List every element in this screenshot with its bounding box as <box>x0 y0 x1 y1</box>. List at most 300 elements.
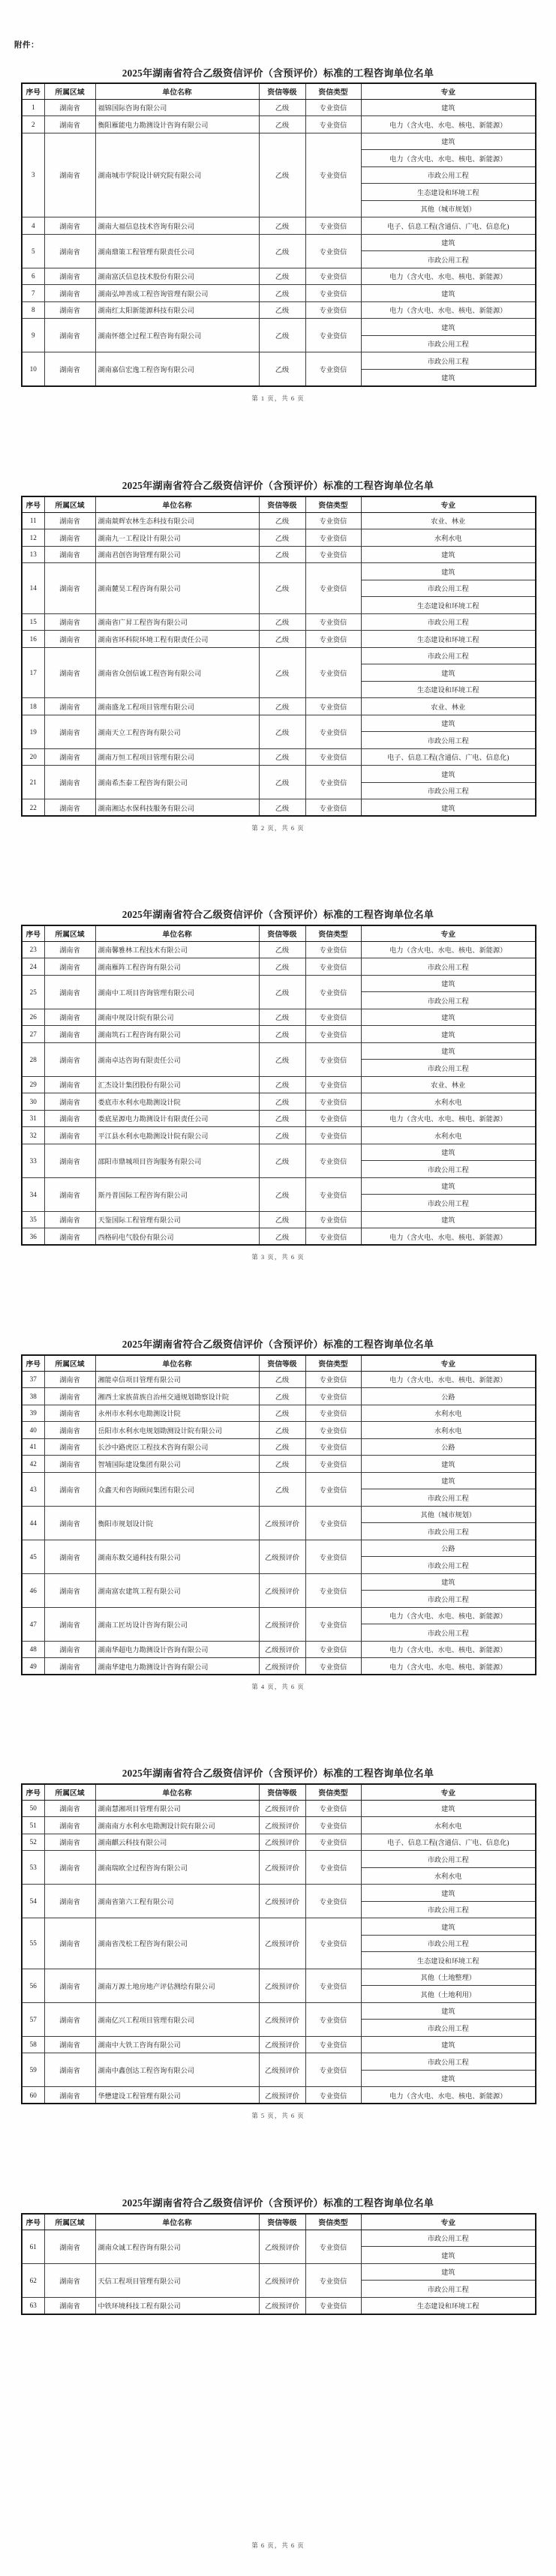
column-header: 序号 <box>22 496 44 512</box>
column-header: 专业 <box>361 1784 536 1800</box>
row-type: 专业资信 <box>305 613 361 631</box>
row-specialty: 市政公用工程 <box>361 166 536 184</box>
row-grade: 乙级 <box>259 301 305 319</box>
row-no: 29 <box>22 1076 44 1093</box>
row-region: 湖南省 <box>44 1009 95 1026</box>
row-specialty: 建筑 <box>361 133 536 150</box>
unit-row <box>22 2053 536 2071</box>
row-specialty: 市政公用工程 <box>361 251 536 268</box>
row-name: 湖南华超电力勘测设计咨询有限公司 <box>95 1641 259 1658</box>
row-specialty: 建筑 <box>361 2247 536 2264</box>
row-no: 21 <box>22 766 44 799</box>
unit-row <box>22 1093 536 1111</box>
row-specialty: 建筑 <box>361 319 536 336</box>
row-name: 湖南希杰泰工程咨询有限公司 <box>95 766 259 799</box>
unit-row <box>22 1076 536 1093</box>
row-type: 专业资信 <box>305 2087 361 2104</box>
row-type: 专业资信 <box>305 1388 361 1405</box>
unit-row <box>22 546 536 563</box>
unit-row <box>22 1969 536 1986</box>
row-name: 衡阳雁能电力勘测设计咨询有限公司 <box>95 116 259 133</box>
row-no: 9 <box>22 319 44 352</box>
row-no: 20 <box>22 748 44 766</box>
row-type: 专业资信 <box>305 1405 361 1422</box>
row-no: 33 <box>22 1144 44 1177</box>
row-type: 专业资信 <box>305 1918 361 1969</box>
row-type: 专业资信 <box>305 715 361 748</box>
page-title: 2025年湖南省符合乙级资信评价（含预评价）标准的工程咨询单位名单 <box>122 1768 434 1779</box>
column-header: 资信类型 <box>305 83 361 99</box>
row-specialty: 建筑 <box>361 1885 536 1902</box>
row-specialty: 其他（土地整理） <box>361 1969 536 1986</box>
row-specialty: 生态建设和环境工程 <box>361 1952 536 1969</box>
unit-row <box>22 631 536 648</box>
row-region: 湖南省 <box>44 799 95 817</box>
column-header: 资信等级 <box>259 1355 305 1371</box>
row-specialty: 市政公用工程 <box>361 732 536 749</box>
row-no: 2 <box>22 116 44 133</box>
row-no: 28 <box>22 1042 44 1076</box>
row-name: 湖南盛龙工程项目管理有限公司 <box>95 698 259 715</box>
row-grade: 乙级 <box>259 234 305 268</box>
page <box>0 430 556 859</box>
row-no: 58 <box>22 2036 44 2053</box>
row-name: 湖南华建电力勘测设计咨询有限公司 <box>95 1658 259 1675</box>
row-region: 湖南省 <box>44 1472 95 1506</box>
row-grade: 乙级 <box>259 1076 305 1093</box>
table-body <box>22 941 536 1245</box>
row-region: 湖南省 <box>44 613 95 631</box>
row-grade: 乙级 <box>259 1371 305 1388</box>
row-specialty: 市政公用工程 <box>361 2230 536 2247</box>
row-specialty: 公路 <box>361 1438 536 1456</box>
row-region: 湖南省 <box>44 1506 95 1540</box>
row-type: 专业资信 <box>305 1641 361 1658</box>
row-region: 湖南省 <box>44 285 95 302</box>
row-name: 汇杰设计集团股份有限公司 <box>95 1076 259 1093</box>
unit-row <box>22 1506 536 1523</box>
row-name: 众鑫天和咨询顾问集团有限公司 <box>95 1472 259 1506</box>
row-no: 61 <box>22 2230 44 2263</box>
units-table <box>21 496 536 817</box>
row-grade: 乙级预评价 <box>259 2036 305 2053</box>
row-name: 湖南嘉信宏逸工程咨询有限公司 <box>95 352 259 386</box>
row-no: 50 <box>22 1800 44 1817</box>
row-specialty: 市政公用工程 <box>361 352 536 370</box>
row-specialty: 建筑 <box>361 285 536 302</box>
row-region: 湖南省 <box>44 1405 95 1422</box>
row-name: 湖南雁阵工程咨询有限公司 <box>95 958 259 976</box>
row-specialty: 电子、信息工程(含通信、广电、信息化) <box>361 1834 536 1851</box>
unit-row <box>22 1405 536 1422</box>
row-region: 湖南省 <box>44 116 95 133</box>
row-region: 湖南省 <box>44 1834 95 1851</box>
unit-row <box>22 1042 536 1060</box>
row-no: 46 <box>22 1573 44 1607</box>
page-footer: 第 6 页，共 6 页 <box>251 2542 305 2549</box>
row-no: 30 <box>22 1093 44 1111</box>
row-name: 湖南中鑫创达工程咨询有限公司 <box>95 2053 259 2087</box>
row-specialty: 水利水电 <box>361 1422 536 1439</box>
row-name: 平江县水利水电勘测设计院有限公司 <box>95 1127 259 1144</box>
unit-row <box>22 529 536 547</box>
row-type: 专业资信 <box>305 285 361 302</box>
column-header: 单位名称 <box>95 83 259 99</box>
table-body <box>22 1371 536 1675</box>
row-region: 湖南省 <box>44 2002 95 2036</box>
row-no: 53 <box>22 1851 44 1885</box>
unit-row <box>22 1540 536 1557</box>
page-footer: 第 2 页，共 6 页 <box>251 824 305 832</box>
row-specialty: 农业、林业 <box>361 1076 536 1093</box>
row-specialty: 农业、林业 <box>361 512 536 529</box>
unit-row <box>22 1800 536 1817</box>
row-specialty: 建筑 <box>361 1211 536 1228</box>
unit-row <box>22 1573 536 1591</box>
attachment-label: 附件： <box>14 41 39 49</box>
row-grade: 乙级预评价 <box>259 1885 305 1918</box>
row-specialty: 市政公用工程 <box>361 1851 536 1868</box>
row-name: 湖南中规设计院有限公司 <box>95 1009 259 1026</box>
row-specialty: 建筑 <box>361 2263 536 2281</box>
row-region: 湖南省 <box>44 2297 95 2314</box>
row-type: 专业资信 <box>305 941 361 958</box>
row-region: 湖南省 <box>44 352 95 386</box>
row-grade: 乙级预评价 <box>259 1506 305 1540</box>
row-no: 52 <box>22 1834 44 1851</box>
column-header: 专业 <box>361 83 536 99</box>
row-grade: 乙级 <box>259 529 305 547</box>
row-specialty: 建筑 <box>361 1456 536 1473</box>
row-name: 福锦国际咨询有限公司 <box>95 99 259 116</box>
row-type: 专业资信 <box>305 1026 361 1043</box>
row-region: 湖南省 <box>44 1211 95 1228</box>
row-specialty: 建筑 <box>361 1918 536 1936</box>
row-region: 湖南省 <box>44 698 95 715</box>
row-specialty: 市政公用工程 <box>361 958 536 976</box>
row-grade: 乙级预评价 <box>259 1658 305 1675</box>
row-specialty: 市政公用工程 <box>361 1161 536 1178</box>
row-specialty: 市政公用工程 <box>361 1935 536 1952</box>
row-region: 湖南省 <box>44 1658 95 1675</box>
unit-row <box>22 715 536 732</box>
row-name: 天信工程项目管理有限公司 <box>95 2263 259 2297</box>
row-specialty: 建筑 <box>361 1800 536 1817</box>
table-body <box>22 99 536 386</box>
row-region: 湖南省 <box>44 1371 95 1388</box>
row-type: 专业资信 <box>305 1438 361 1456</box>
row-no: 23 <box>22 941 44 958</box>
row-type: 专业资信 <box>305 268 361 285</box>
row-specialty: 市政公用工程 <box>361 1060 536 1077</box>
row-grade: 乙级预评价 <box>259 1607 305 1641</box>
row-region: 湖南省 <box>44 319 95 352</box>
row-specialty: 水利水电 <box>361 1093 536 1111</box>
unit-row <box>22 217 536 235</box>
row-type: 专业资信 <box>305 1110 361 1127</box>
row-type: 专业资信 <box>305 1969 361 2002</box>
row-name: 湖南东数交通科技有限公司 <box>95 1540 259 1573</box>
row-type: 专业资信 <box>305 2297 361 2314</box>
row-name: 湖南卓达咨询有限责任公司 <box>95 1042 259 1076</box>
row-name: 天鉴国际工程管理有限公司 <box>95 1211 259 1228</box>
row-type: 专业资信 <box>305 217 361 235</box>
row-name: 湖南众诚工程咨询有限公司 <box>95 2230 259 2263</box>
row-region: 湖南省 <box>44 1144 95 1177</box>
unit-row <box>22 301 536 319</box>
row-grade: 乙级 <box>259 1093 305 1111</box>
row-name: 湖南弘坤善成工程咨询管理有限公司 <box>95 285 259 302</box>
unit-row <box>22 1851 536 1868</box>
row-grade: 乙级 <box>259 319 305 352</box>
row-no: 6 <box>22 268 44 285</box>
row-type: 专业资信 <box>305 1817 361 1834</box>
row-type: 专业资信 <box>305 1834 361 1851</box>
row-grade: 乙级 <box>259 1422 305 1439</box>
row-specialty: 电力（含火电、水电、核电、新能源） <box>361 150 536 167</box>
row-region: 湖南省 <box>44 512 95 529</box>
row-name: 娄底市水利水电勘测设计院 <box>95 1093 259 1111</box>
row-region: 湖南省 <box>44 1918 95 1969</box>
row-specialty: 建筑 <box>361 1177 536 1195</box>
row-grade: 乙级预评价 <box>259 2297 305 2314</box>
unit-row <box>22 2263 536 2281</box>
unit-row <box>22 563 536 580</box>
row-type: 专业资信 <box>305 1658 361 1675</box>
row-type: 专业资信 <box>305 2053 361 2087</box>
unit-row <box>22 799 536 817</box>
unit-row <box>22 958 536 976</box>
row-type: 专业资信 <box>305 1211 361 1228</box>
row-type: 专业资信 <box>305 1009 361 1026</box>
row-name: 湖南瑞欧全过程咨询有限公司 <box>95 1851 259 1885</box>
row-no: 10 <box>22 352 44 386</box>
row-type: 专业资信 <box>305 647 361 698</box>
row-name: 湖南亿兴工程项目管理有限公司 <box>95 2002 259 2036</box>
unit-row <box>22 352 536 370</box>
row-grade: 乙级 <box>259 217 305 235</box>
row-specialty: 市政公用工程 <box>361 1523 536 1540</box>
row-no: 37 <box>22 1371 44 1388</box>
row-region: 湖南省 <box>44 766 95 799</box>
row-grade: 乙级 <box>259 631 305 648</box>
row-region: 湖南省 <box>44 234 95 268</box>
row-grade: 乙级 <box>259 613 305 631</box>
row-region: 湖南省 <box>44 1885 95 1918</box>
row-grade: 乙级预评价 <box>259 2002 305 2036</box>
column-header: 所属区域 <box>44 83 95 99</box>
row-no: 14 <box>22 563 44 614</box>
unit-row <box>22 512 536 529</box>
row-specialty: 生态建设和环境工程 <box>361 597 536 614</box>
row-name: 衡阳市规划设计院 <box>95 1506 259 1540</box>
row-grade: 乙级 <box>259 512 305 529</box>
unit-row <box>22 268 536 285</box>
row-no: 35 <box>22 1211 44 1228</box>
row-specialty: 生态建设和环境工程 <box>361 2297 536 2314</box>
row-type: 专业资信 <box>305 1127 361 1144</box>
row-specialty: 其他（土地利用） <box>361 1986 536 2003</box>
row-grade: 乙级 <box>259 799 305 817</box>
unit-row <box>22 941 536 958</box>
unit-row <box>22 2297 536 2314</box>
row-no: 41 <box>22 1438 44 1456</box>
row-specialty: 其他（城市规划） <box>361 1506 536 1523</box>
row-specialty: 建筑 <box>361 234 536 251</box>
units-table <box>21 1354 536 1675</box>
row-name: 湖南天立工程咨询有限公司 <box>95 715 259 748</box>
row-name: 娄底星源电力勘测设计有限责任公司 <box>95 1110 259 1127</box>
unit-row <box>22 1211 536 1228</box>
unit-row <box>22 766 536 783</box>
row-no: 5 <box>22 234 44 268</box>
row-region: 湖南省 <box>44 1388 95 1405</box>
row-region: 湖南省 <box>44 631 95 648</box>
column-header: 资信类型 <box>305 496 361 512</box>
page-footer: 第 5 页，共 6 页 <box>251 2112 305 2119</box>
row-specialty: 市政公用工程 <box>361 2281 536 2298</box>
unit-row <box>22 319 536 336</box>
row-no: 62 <box>22 2263 44 2297</box>
row-grade: 乙级 <box>259 698 305 715</box>
row-no: 42 <box>22 1456 44 1473</box>
row-name: 湖南红太阳新能源科技有限公司 <box>95 301 259 319</box>
row-specialty: 市政公用工程 <box>361 580 536 597</box>
unit-row <box>22 234 536 251</box>
row-grade: 乙级 <box>259 766 305 799</box>
row-grade: 乙级 <box>259 116 305 133</box>
column-header: 资信类型 <box>305 2214 361 2230</box>
column-header: 专业 <box>361 2214 536 2230</box>
unit-row <box>22 1228 536 1246</box>
unit-row <box>22 698 536 715</box>
row-no: 17 <box>22 647 44 698</box>
row-name: 湖南鼎策工程管理有限责任公司 <box>95 234 259 268</box>
row-type: 专业资信 <box>305 2263 361 2297</box>
row-name: 湘西土家族苗族自治州交通规划勘察设计院 <box>95 1388 259 1405</box>
row-name: 西格码电气股份有限公司 <box>95 1228 259 1246</box>
row-type: 专业资信 <box>305 1228 361 1246</box>
row-name: 湖南省广昇工程咨询有限公司 <box>95 613 259 631</box>
row-grade: 乙级 <box>259 563 305 614</box>
row-name: 长沙中路虎臣工程技术咨询有限公司 <box>95 1438 259 1456</box>
row-name: 邵阳市鼎城项目咨询服务有限公司 <box>95 1144 259 1177</box>
row-no: 59 <box>22 2053 44 2087</box>
column-header: 资信类型 <box>305 1784 361 1800</box>
row-specialty: 市政公用工程 <box>361 1901 536 1918</box>
row-no: 63 <box>22 2297 44 2314</box>
row-name: 湖南万源土地房地产评估测绘有限公司 <box>95 1969 259 2002</box>
row-specialty: 水利水电 <box>361 1867 536 1885</box>
row-region: 湖南省 <box>44 647 95 698</box>
row-type: 专业资信 <box>305 1371 361 1388</box>
row-specialty: 电子、信息工程(含通信、广电、信息化) <box>361 748 536 766</box>
row-region: 湖南省 <box>44 1127 95 1144</box>
row-type: 专业资信 <box>305 116 361 133</box>
row-specialty: 电力（含火电、水电、核电、新能源） <box>361 1607 536 1624</box>
row-specialty: 市政公用工程 <box>361 992 536 1009</box>
row-grade: 乙级预评价 <box>259 1641 305 1658</box>
row-region: 湖南省 <box>44 1641 95 1658</box>
unit-row <box>22 1388 536 1405</box>
unit-row <box>22 2087 536 2104</box>
page-title: 2025年湖南省符合乙级资信评价（含预评价）标准的工程咨询单位名单 <box>122 480 434 491</box>
column-header: 单位名称 <box>95 496 259 512</box>
row-specialty: 建筑 <box>361 715 536 732</box>
row-region: 湖南省 <box>44 1177 95 1211</box>
row-region: 湖南省 <box>44 268 95 285</box>
row-grade: 乙级 <box>259 1009 305 1026</box>
row-no: 56 <box>22 1969 44 2002</box>
row-specialty: 生态建设和环境工程 <box>361 681 536 698</box>
row-type: 专业资信 <box>305 234 361 268</box>
row-specialty: 生态建设和环境工程 <box>361 184 536 201</box>
row-region: 湖南省 <box>44 1573 95 1607</box>
row-no: 34 <box>22 1177 44 1211</box>
row-specialty: 水利水电 <box>361 1817 536 1834</box>
row-grade: 乙级 <box>259 1228 305 1246</box>
row-specialty: 电力（含火电、水电、核电、新能源） <box>361 1641 536 1658</box>
row-grade: 乙级 <box>259 1026 305 1043</box>
row-grade: 乙级预评价 <box>259 1800 305 1817</box>
row-grade: 乙级 <box>259 1438 305 1456</box>
row-type: 专业资信 <box>305 1800 361 1817</box>
row-type: 专业资信 <box>305 1851 361 1885</box>
row-name: 湖南省众创信诚工程咨询有限公司 <box>95 647 259 698</box>
unit-row <box>22 1817 536 1834</box>
row-region: 湖南省 <box>44 1800 95 1817</box>
row-no: 4 <box>22 217 44 235</box>
row-specialty: 水利水电 <box>361 529 536 547</box>
column-header: 资信类型 <box>305 925 361 941</box>
row-name: 湖南筑石工程咨询有限公司 <box>95 1026 259 1043</box>
row-name: 湖南湘达水保科技服务有限公司 <box>95 799 259 817</box>
row-region: 湖南省 <box>44 2230 95 2263</box>
row-specialty: 市政公用工程 <box>361 1591 536 1608</box>
row-name: 湖南省茂松工程咨询有限公司 <box>95 1918 259 1969</box>
unit-row <box>22 748 536 766</box>
table-body <box>22 512 536 816</box>
row-grade: 乙级 <box>259 268 305 285</box>
row-no: 26 <box>22 1009 44 1026</box>
row-specialty: 市政公用工程 <box>361 1557 536 1574</box>
unit-row <box>22 1144 536 1161</box>
row-no: 39 <box>22 1405 44 1422</box>
table-head <box>22 496 536 512</box>
row-specialty: 市政公用工程 <box>361 1624 536 1642</box>
row-no: 13 <box>22 546 44 563</box>
row-name: 湖南万恒工程项目管理有限公司 <box>95 748 259 766</box>
row-specialty: 市政公用工程 <box>361 1195 536 1212</box>
row-specialty: 建筑 <box>361 99 536 116</box>
row-name: 智埔国际建设集团有限公司 <box>95 1456 259 1473</box>
row-grade: 乙级 <box>259 1042 305 1076</box>
row-name: 中铁环境科技工程有限公司 <box>95 2297 259 2314</box>
row-no: 48 <box>22 1641 44 1658</box>
row-no: 51 <box>22 1817 44 1834</box>
page <box>0 2147 556 2576</box>
row-grade: 乙级 <box>259 748 305 766</box>
row-grade: 乙级预评价 <box>259 2053 305 2087</box>
row-grade: 乙级预评价 <box>259 2230 305 2263</box>
row-grade: 乙级 <box>259 647 305 698</box>
row-no: 24 <box>22 958 44 976</box>
unit-row <box>22 1607 536 1624</box>
unit-row <box>22 2002 536 2020</box>
column-header: 资信等级 <box>259 1784 305 1800</box>
page-title: 2025年湖南省符合乙级资信评价（含预评价）标准的工程咨询单位名单 <box>122 909 434 920</box>
unit-row <box>22 975 536 992</box>
